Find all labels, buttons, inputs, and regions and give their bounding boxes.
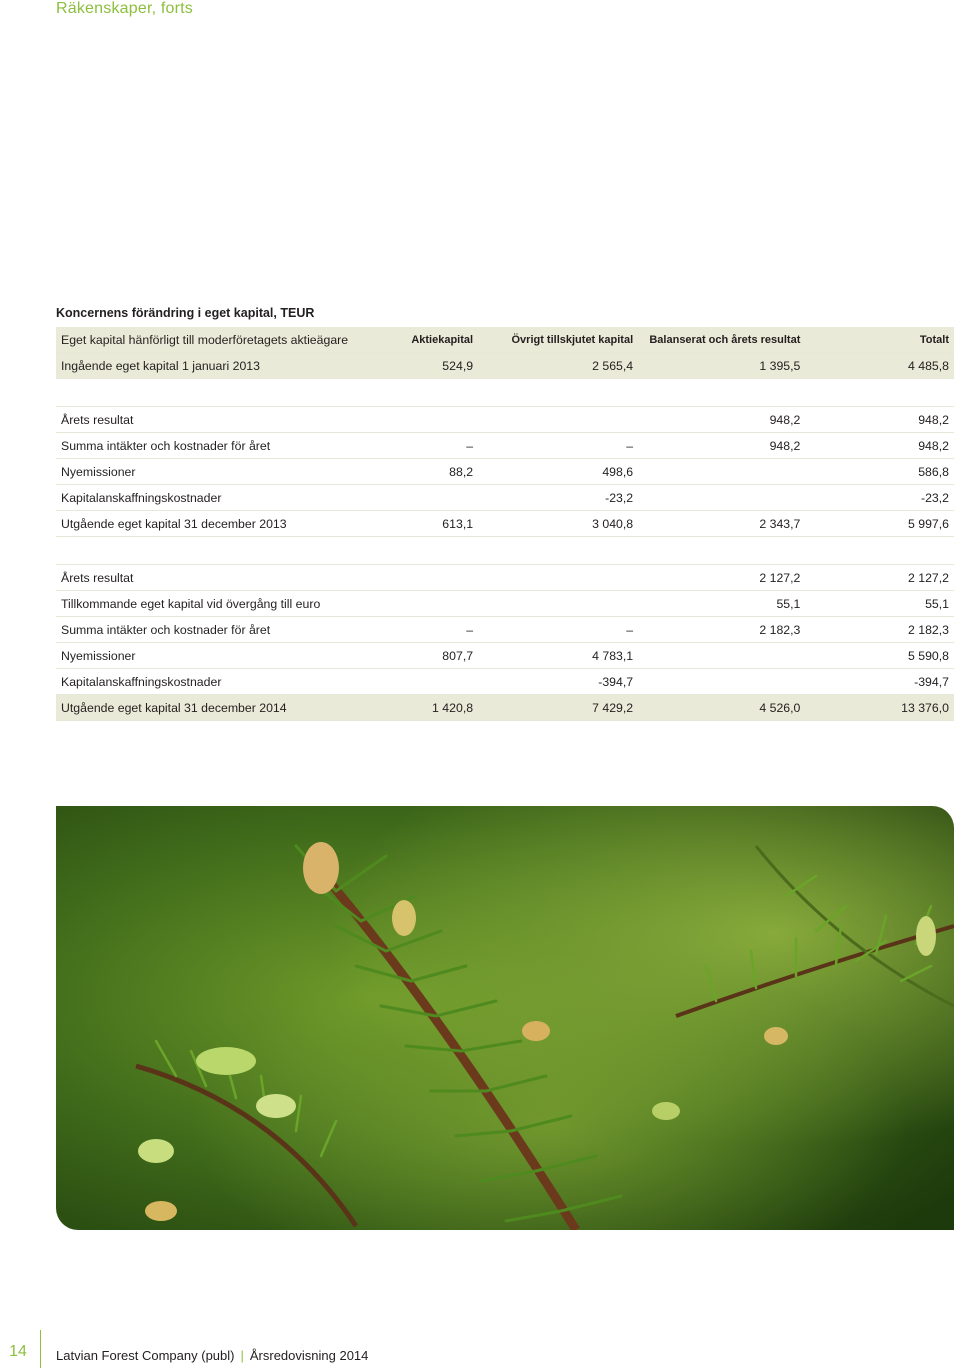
cell-total: 4 485,8: [805, 353, 954, 379]
cell-other-paid-in: –: [478, 617, 638, 643]
footer-text: [56, 1348, 368, 1363]
table-row: [56, 485, 954, 511]
cell-retained: [638, 669, 805, 695]
cell-share-capital: –: [406, 617, 478, 643]
cell-total: -394,7: [805, 669, 954, 695]
cell-share-capital: [406, 565, 478, 591]
column-header-share-capital: Aktiekapital: [406, 327, 478, 353]
footer-company-name: Latvian Forest Company (publ): [56, 1348, 235, 1363]
cell-total: 948,2: [805, 407, 954, 433]
cell-total: -23,2: [805, 485, 954, 511]
table-spacer-row: [56, 379, 954, 407]
cell-total: 5 590,8: [805, 643, 954, 669]
row-label: Årets resultat: [56, 565, 406, 591]
cell-total: 948,2: [805, 433, 954, 459]
table-row: [56, 617, 954, 643]
cell-other-paid-in: 2 565,4: [478, 353, 638, 379]
cell-other-paid-in: [478, 591, 638, 617]
table-row: [56, 669, 954, 695]
table-row: [56, 643, 954, 669]
row-label: Kapitalanskaffningskostnader: [56, 485, 406, 511]
table-row-subtotal-2013: [56, 511, 954, 537]
row-label: Ingående eget kapital 1 januari 2013: [56, 353, 406, 379]
cell-retained: [638, 643, 805, 669]
cell-total: 55,1: [805, 591, 954, 617]
column-header-retained: Balanserat och årets resultat: [638, 327, 805, 353]
table-title: Koncernens förändring i eget kapital, TEUR: [56, 306, 315, 320]
row-label: Kapitalanskaffningskostnader: [56, 669, 406, 695]
column-header-total: Totalt: [805, 327, 954, 353]
cell-total: 5 997,6: [805, 511, 954, 537]
table-row: [56, 433, 954, 459]
cell-share-capital: 613,1: [406, 511, 478, 537]
footer-divider: [40, 1330, 41, 1368]
row-label: Nyemissioner: [56, 459, 406, 485]
cell-retained: 948,2: [638, 407, 805, 433]
cell-share-capital: [406, 485, 478, 511]
row-label: Utgående eget kapital 31 december 2014: [56, 695, 406, 721]
table-row-closing: [56, 695, 954, 721]
cell-total: 2 182,3: [805, 617, 954, 643]
cell-other-paid-in: -394,7: [478, 669, 638, 695]
footer-report-name: Årsredovisning 2014: [249, 1348, 369, 1363]
cell-share-capital: 88,2: [406, 459, 478, 485]
row-label: Summa intäkter och kostnader för året: [56, 433, 406, 459]
column-header-label: Eget kapital hänförligt till moderföretagets aktieägare: [56, 327, 406, 353]
table-row: [56, 407, 954, 433]
row-label: Tillkommande eget kapital vid övergång till euro: [56, 591, 406, 617]
table-row: [56, 591, 954, 617]
cell-retained: 2 343,7: [638, 511, 805, 537]
footer-separator: |: [240, 1348, 244, 1363]
cell-share-capital: 1 420,8: [406, 695, 478, 721]
row-label: Årets resultat: [56, 407, 406, 433]
row-label: Utgående eget kapital 31 december 2013: [56, 511, 406, 537]
cell-share-capital: –: [406, 433, 478, 459]
cell-share-capital: [406, 669, 478, 695]
cell-retained: [638, 459, 805, 485]
cell-retained: 4 526,0: [638, 695, 805, 721]
table-spacer-row: [56, 537, 954, 565]
cell-retained: 55,1: [638, 591, 805, 617]
cell-other-paid-in: 4 783,1: [478, 643, 638, 669]
cell-retained: 948,2: [638, 433, 805, 459]
cell-share-capital: 524,9: [406, 353, 478, 379]
row-label: Nyemissioner: [56, 643, 406, 669]
cell-other-paid-in: [478, 407, 638, 433]
table-row: [56, 459, 954, 485]
cell-share-capital: 807,7: [406, 643, 478, 669]
table-header-row: [56, 327, 954, 353]
page-number: 14: [9, 1343, 27, 1360]
cell-other-paid-in: 498,6: [478, 459, 638, 485]
cell-total: 586,8: [805, 459, 954, 485]
cell-other-paid-in: –: [478, 433, 638, 459]
cell-share-capital: [406, 591, 478, 617]
spruce-branch-photo: [56, 806, 954, 1230]
row-label: Summa intäkter och kostnader för året: [56, 617, 406, 643]
cell-retained: 2 182,3: [638, 617, 805, 643]
cell-other-paid-in: [478, 565, 638, 591]
equity-changes-table: [56, 327, 954, 721]
table-row-opening: [56, 353, 954, 379]
spruce-branch-illustration: [56, 806, 954, 1230]
cell-other-paid-in: 3 040,8: [478, 511, 638, 537]
cell-share-capital: [406, 407, 478, 433]
cell-total: 13 376,0: [805, 695, 954, 721]
column-header-other-paid-in: Övrigt tillskjutet kapital: [478, 327, 638, 353]
section-heading: Räkenskaper, forts: [56, 0, 193, 17]
cell-other-paid-in: -23,2: [478, 485, 638, 511]
cell-retained: 2 127,2: [638, 565, 805, 591]
cell-other-paid-in: 7 429,2: [478, 695, 638, 721]
cell-retained: [638, 485, 805, 511]
table-row: [56, 565, 954, 591]
cell-retained: 1 395,5: [638, 353, 805, 379]
cell-total: 2 127,2: [805, 565, 954, 591]
